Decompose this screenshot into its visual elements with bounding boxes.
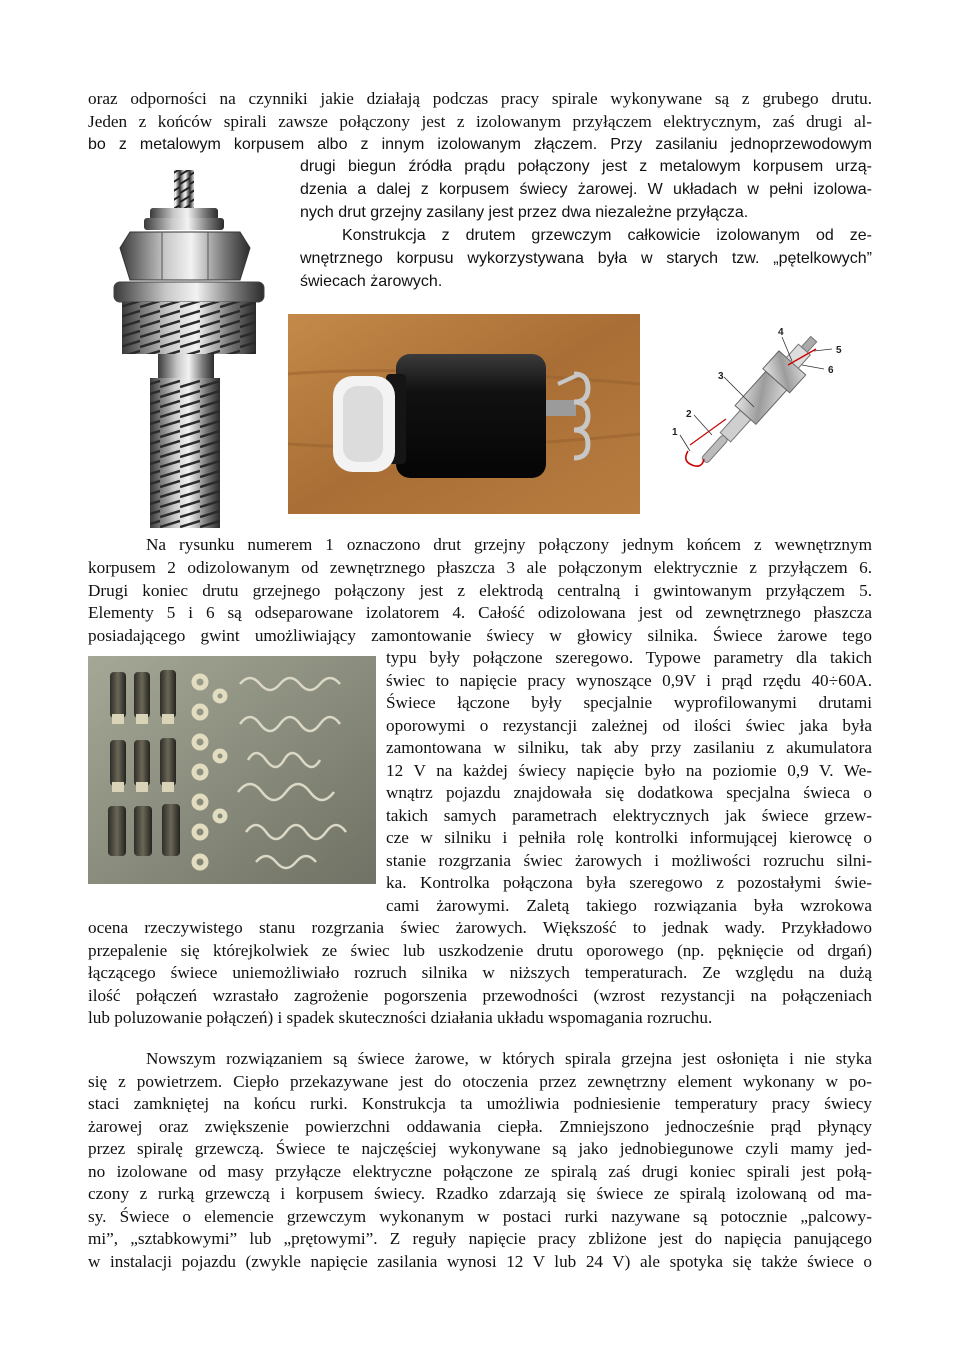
text-line: drugi biegun źródła prądu połączony jest z metalowym korpusem urzą- [300, 158, 872, 175]
text-line: się z powietrzem. Ciepło przekazywane jest do otoczenia przez zewnętrzny element wykonany w po- [88, 1072, 872, 1091]
text-line: żarowej oraz zwiększenie powierzchni oddawania ciepła. Zmniejszono jednocześnie prąd płynący [88, 1117, 872, 1136]
photo-plugs-and-wires [88, 656, 376, 884]
diagram-label-2: 2 [686, 409, 692, 420]
text-line: posiadającego gwint umożliwiający zamontowanie świecy w głowicy silnika. Świece żarowe tego [88, 626, 872, 645]
text-line: świec to napięcie pracy wynoszące 0,9V i prąd rzędu 40÷60A. [386, 671, 872, 690]
text-line: Konstrukcja z drutem grzewczym całkowicie izolowanym od ze- [342, 227, 872, 244]
photo-loop-plug-side [288, 314, 640, 514]
text-line: korpusem 2 odizolowanym od zewnętrznego płaszcza 3 ale połączonym elektrycznie z przyłączem 6. [88, 558, 872, 577]
text-line: staci zamkniętej na końcu rurki. Konstrukcja ta umożliwia podniesienie temperatury pracy świecy [88, 1094, 872, 1113]
diagram-label-4: 4 [778, 327, 784, 338]
text-line: nych drut grzejny zasilany jest przez dwa niezależne przyłącza. [300, 204, 749, 221]
diagram-label-3: 3 [718, 371, 724, 382]
photo-loop-glow-plug [100, 158, 290, 538]
text-line: ka. Kontrolka połączona była szeregowo z pozostałymi świe- [386, 873, 872, 892]
text-line: łączącego świece uniemożliwiało rozruch silnika w niższych temperaturach. Ze względu na dużą [88, 963, 872, 982]
text-line: Nowszym rozwiązaniem są świece żarowe, w których spirala grzejna jest osłonięta i nie styka [146, 1049, 872, 1068]
text-line: lub poluzowanie połączeń) i spadek skuteczności działania układu wspomagania rozruchu. [88, 1008, 713, 1027]
text-line: ocena rzeczywistego stanu rozgrzania świec żarowych. Większość to jednak wady. Przykładowo [88, 918, 872, 937]
text-line: świecach żarowych. [300, 273, 443, 290]
text-line: Świece łączone były specjalnie wyprofilowanymi drutami [386, 693, 872, 712]
text-line: Drugi koniec drutu grzejnego połączony jest z elektrodą centralną i gwintowanym przyłączem 5. [88, 581, 872, 600]
text-line: sy. Świece o elemencie grzewczym wykonanym w postaci rurki nazywane są potocznie „palcowy- [88, 1207, 872, 1226]
text-line: oraz odporności na czynniki jakie działają podczas pracy spirale wykonywane są z grubego drutu. [88, 89, 872, 108]
text-line: przez spiralę grzewczą. Świece te najczęściej wykonywane są jako jednobiegunowe czyli mamy jed- [88, 1139, 872, 1158]
text-line: oporowymi o rezystancji zależnej od ilości świec jaka była [386, 716, 872, 735]
text-line: no izolowane od masy przyłącze elektryczne połączone ze spiralą zaś drugi koniec spirali jest połą- [88, 1162, 872, 1181]
diagram-label-1: 1 [672, 427, 678, 438]
text-line: czony z rurką grzewczą i korpusem świecy. Rzadko zdarzają się świece ze spiralą izolowaną od ma- [88, 1184, 872, 1203]
diagram-label-5: 5 [836, 345, 842, 356]
text-line: przepalenie się którejkolwiek ze świec lub uszkodzenie drutu oporowego (np. pęknięcie od drgań) [88, 941, 872, 960]
text-line: cze w silniku i pełniła rolę kontrolki informującej kierowcę o [386, 828, 872, 847]
plugs-wires-image [88, 656, 376, 884]
text-line: Jeden z końców spirali zawsze połączony jest z izolowanym przyłączem elektrycznym, zaś drugi al- [88, 112, 872, 131]
text-line: 12 V na każdej świecy napięcie było na poziomie 0,9 V. We- [386, 761, 872, 780]
text-line: bo z metalowym korpusem albo z innym izolowanym złączem. Przy zasilaniu jednoprzewodowym [88, 136, 872, 153]
text-line: cami żarowymi. Zaletą takiego rozwiązania była wzrokowa [386, 896, 872, 915]
text-line: dzenia a dalej z korpusem świecy żarowej. W układach w pełni izolowa- [300, 181, 872, 198]
text-line: stanie rozgrzania świec żarowych i możliwości rozruchu silni- [386, 851, 872, 870]
text-line: ilość połączeń wzrastało zagrożenie pogorszenia przewodności (wzrost rezystancji na połączeniach [88, 986, 872, 1005]
text-line: mi”, „sztabkowymi” lub „prętowymi”. Z reguły napięcie pracy zbliżone jest do napięcia panującego [88, 1229, 872, 1248]
diagram-glow-plug-parts [666, 323, 860, 473]
diagram-label-6: 6 [828, 365, 834, 376]
glow-plug-diagram [666, 323, 860, 473]
text-line: Na rysunku numerem 1 oznaczono drut grzejny połączony jednym końcem z wewnętrznym [146, 535, 872, 554]
text-line: wnętrznego korpusu wykorzystywana była w starych tzw. „pętelkowych” [300, 250, 872, 267]
text-line: w instalacji pojazdu (zwykle napięcie zasilania wynosi 12 V lub 24 V) ale spotyka się także świece o [88, 1252, 872, 1271]
loop-plug-photo-image [288, 314, 640, 514]
text-line: zamontowana w silniku, tak aby przy zasilaniu z akumulatora [386, 738, 872, 757]
loop-glow-plug-image [100, 158, 290, 538]
text-line: takich samych parametrach elektrycznych jak świece grzew- [386, 806, 872, 825]
text-line: Elementy 5 i 6 są odseparowane izolatorem 4. Całość odizolowana jest od zewnętrznego płaszcza [88, 603, 872, 622]
text-line: wnątrz pojazdu znajdowała się dodatkowa specjalna świeca o [386, 783, 872, 802]
text-line: typu były połączone szeregowo. Typowe parametry dla takich [386, 648, 872, 667]
